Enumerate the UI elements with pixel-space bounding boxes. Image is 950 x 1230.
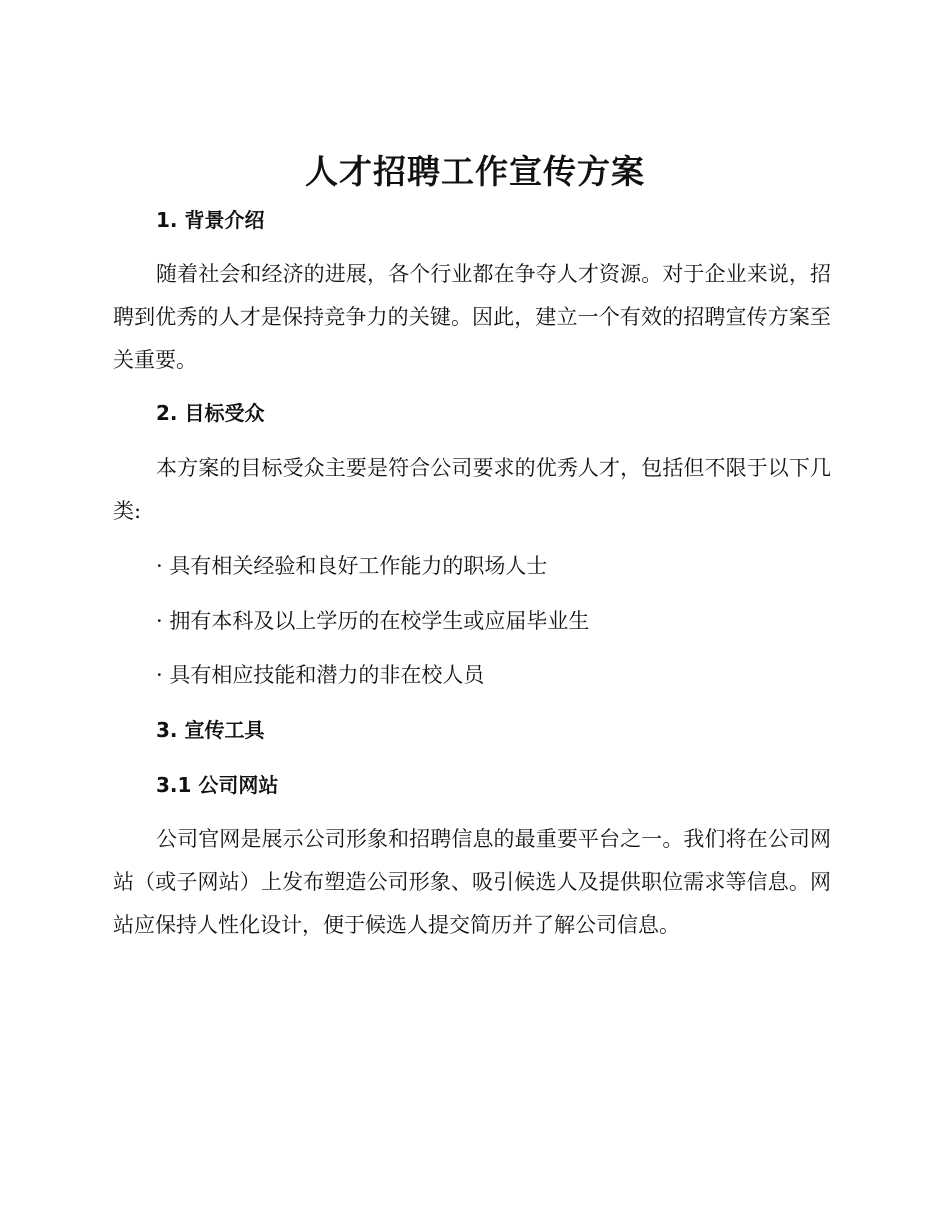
subsection-heading-website: 3.1 公司网站 xyxy=(156,773,279,797)
bullet-item-students: · 拥有本科及以上学历的在校学生或应届毕业生 xyxy=(156,609,590,633)
section-heading-audience: 2. 目标受众 xyxy=(156,401,265,425)
bullet-item-professionals: · 具有相关经验和良好工作能力的职场人士 xyxy=(156,554,548,578)
paragraph-audience: 本方案的目标受众主要是符合公司要求的优秀人才，包括但不限于以下几类: xyxy=(113,456,831,523)
bullet-item-non-students: · 具有相应技能和潜力的非在校人员 xyxy=(156,663,485,687)
section-heading-tools: 3. 宣传工具 xyxy=(156,718,265,742)
document-title: 人才招聘工作宣传方案 xyxy=(305,152,645,191)
section-heading-background: 1. 背景介绍 xyxy=(156,208,265,232)
paragraph-background: 随着社会和经济的进展，各个行业都在争夺人才资源。对于企业来说，招聘到优秀的人才是保持竞争力的关键。因此，建立一个有效的招聘宣传方案至关重要。 xyxy=(113,262,831,372)
paragraph-website: 公司官网是展示公司形象和招聘信息的最重要平台之一。我们将在公司网站（或子网站）上发布塑造公司形象、吸引候选人及提供职位需求等信息。网站应保持人性化设计，便于候选人提交简历并了解公司信息。 xyxy=(113,827,831,937)
